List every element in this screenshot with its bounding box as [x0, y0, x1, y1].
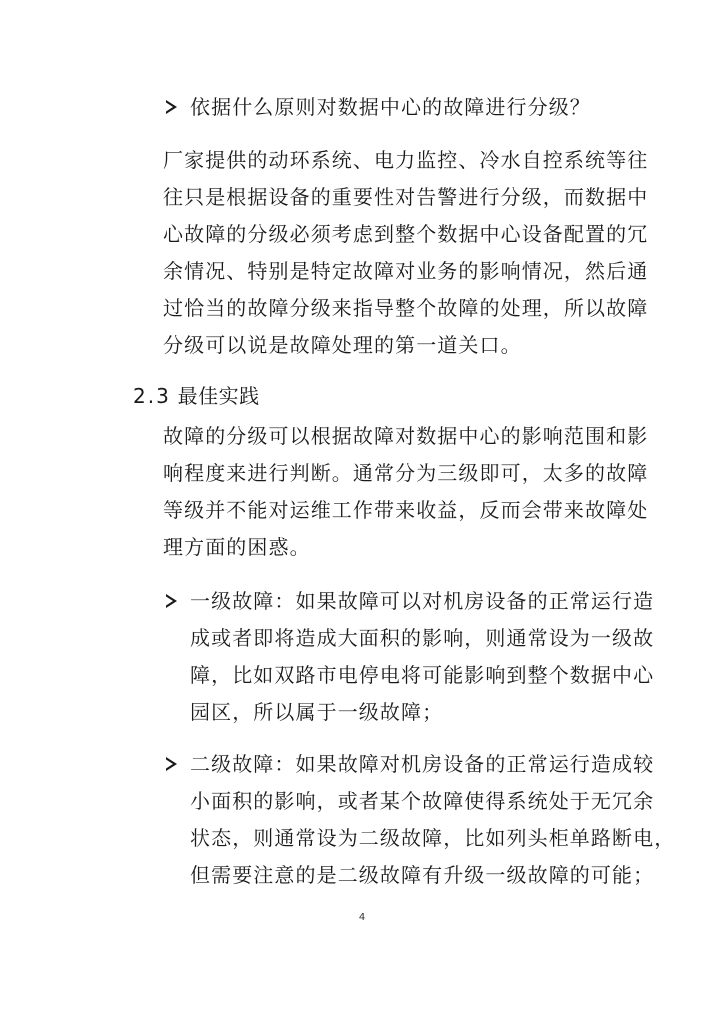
- section-title: 最佳实践: [177, 384, 260, 408]
- paragraph-line: 故障的分级可以根据故障对数据中心的影响范围和影: [163, 424, 649, 448]
- paragraph-line: 余情况、特别是特定故障对业务的影响情况，然后通: [163, 259, 649, 283]
- paragraph-line: 响程度来进行判断。通常分为三级即可，太多的故障: [163, 461, 649, 485]
- arrow-bullet-icon: [164, 755, 180, 773]
- paragraph-line: 分级可以说是故障处理的第一道关口。: [163, 333, 522, 357]
- question-text: 依据什么原则对数据中心的故障进行分级？: [190, 95, 591, 119]
- page-number: 4: [358, 912, 366, 923]
- bullet-line: 但需要注意的是二级故障有升级一级故障的可能；: [190, 863, 655, 887]
- section-number: 2.3: [133, 384, 171, 408]
- arrow-bullet-icon: [164, 98, 180, 116]
- bullet-line: 一级故障：如果故障可以对机房设备的正常运行造: [190, 589, 655, 613]
- bullet-line: 二级故障：如果故障对机房设备的正常运行造成较: [190, 752, 655, 776]
- paragraph-line: 厂家提供的动环系统、电力监控、冷水自控系统等往: [163, 148, 649, 172]
- arrow-bullet-icon: [164, 592, 180, 610]
- bullet-line: 小面积的影响，或者某个故障使得系统处于无冗余: [190, 789, 655, 813]
- bullet-line: 园区，所以属于一级故障；: [190, 700, 444, 724]
- paragraph-line: 理方面的困惑。: [163, 535, 311, 559]
- section-heading: [133, 384, 260, 408]
- bullet-line: 成或者即将造成大面积的影响，则通常设为一级故: [190, 626, 655, 650]
- paragraph-line: 心故障的分级必须考虑到整个数据中心设备配置的冗: [163, 222, 649, 246]
- paragraph-line: 往只是根据设备的重要性对告警进行分级，而数据中: [163, 185, 649, 209]
- bullet-line: 障，比如双路市电停电将可能影响到整个数据中心: [190, 663, 655, 687]
- bullet-line: 状态，则通常设为二级故障，比如列头柜单路断电，: [190, 826, 676, 850]
- paragraph-line: 等级并不能对运维工作带来收益，反而会带来故障处: [163, 498, 649, 522]
- paragraph-line: 过恰当的故障分级来指导整个故障的处理，所以故障: [163, 296, 649, 320]
